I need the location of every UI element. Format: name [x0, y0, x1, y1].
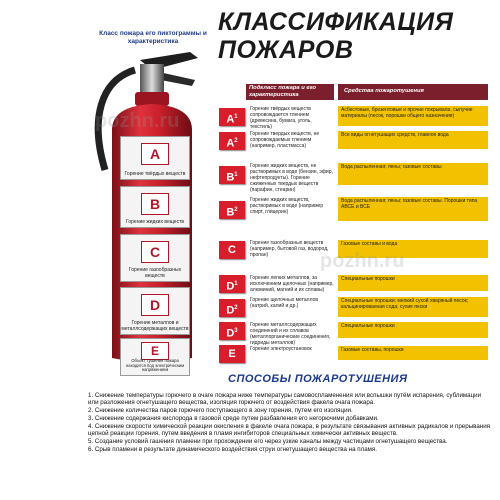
extinguishing-means: Специальные порошки; мелкий сухой хваряный песок; кальцинированная сода; сухие пески [338, 297, 488, 317]
subclass-description: Горение твердых веществ, не сопровождаемых тлением (например, пластмасса) [250, 131, 320, 149]
method-item: 1. Снижение температуры горючего в очаге пожара ниже температуры самовоспламенения или вспышки путём испарения, сублимации или разложения огнетушащего вещества, изоляция горючего от воздействия факела очага пожара. [88, 392, 482, 406]
subclass-description: Горение электроустановок [250, 346, 312, 352]
extinguishing-means: Вода распыленная; пены; газовые составы [338, 163, 488, 185]
class-badge: $D^3$ [219, 322, 245, 340]
extinguishing-means: Все виды огнетушащих средств, главное вода [338, 131, 488, 149]
extinguishing-means: Вода распыленная; пены; газовые составы. Порошки типа АВСЕ и ВСЕ [338, 197, 488, 221]
methods-title: СПОСОБЫ ПОЖАРОТУШЕНИЯ [228, 373, 408, 385]
class-letter: A [141, 143, 169, 165]
subclass-description: Горение жидких веществ, растворимых в воде (например спирт, глицерин) [250, 197, 324, 215]
subclass-description: Горение твёрдых веществ сопровождается тлением (древесина, бумага, уголь, текстиль) [250, 106, 312, 130]
panel-caption: Объект тушения пожара находится под электрическим напряжением [125, 358, 185, 373]
panel-caption: Горение твёрдых веществ [124, 170, 186, 177]
class-letter: D [141, 294, 169, 316]
class-badge: $A^2$ [219, 132, 245, 150]
method-item: 2. Снижение количества паров горючего поступающего в зону горения, путем его изоляции. [88, 407, 353, 414]
method-item: 5. Создание условий гашения пламени при прохождении его через узкие каналы между частицами огнетушащего вещества. [88, 438, 448, 445]
watermark: pozhn.ru [320, 250, 405, 272]
extinguishing-means: Газовые составы, порошки [338, 346, 488, 360]
subclass-description: Горение металлсодержащих соединений и их сплавов (металлорганические соединения, гидриды металлов) [250, 322, 331, 346]
panel-class-a [120, 136, 190, 180]
method-item: 4. Снижение скорости химической реакции окисления в факеле очага пожара, в результате связывания активных радикалов и прерывания цепной реакции горения, путем введения в пламя ингибиторов специальных химически активных веществ. [88, 423, 491, 437]
page-title: КЛАССИФИКАЦИЯ ПОЖАРОВ [218, 8, 454, 64]
watermark: pozhn.ru [95, 110, 180, 132]
methods-list [88, 392, 493, 454]
panel-class-b [120, 186, 190, 228]
class-badge: E [219, 345, 245, 363]
panel-caption: Горение жидких веществ [125, 218, 185, 225]
extinguishing-means: Газовые составы и вода [338, 240, 488, 258]
class-letter: B [141, 193, 169, 215]
header-subclass: Подкласс пожара и его характеристика [246, 84, 334, 100]
class-badge: $A^1$ [219, 108, 245, 126]
subclass-description: Горение жидких веществ, не растворимых в воде (бензин, эфир, нефтепродукты). Горение сжиженных твердых веществ (парафин, стеарин) [250, 163, 333, 193]
panel-class-d [120, 287, 190, 335]
panel-class-e [120, 338, 190, 376]
method-item: 3. Снижение содержания кислорода в газовой среде путем разбавления его негорючими добавками. [88, 415, 379, 422]
class-badge: C [219, 241, 245, 259]
extinguishing-means: Асбестовые, брезентовые и прочие покрывала, сыпучие материалы (песок, порошки общего назначения) [338, 106, 488, 126]
extinguishing-means: Специальные порошки [338, 275, 488, 291]
header-means: Средства пожаротушения [338, 84, 488, 100]
panel-caption: Горение газообразных веществ [128, 267, 182, 279]
class-badge: $D^1$ [219, 275, 245, 293]
extinguisher-caption: Класс пожара его пиктограммы и характеристика [99, 30, 207, 45]
class-badge: $B^2$ [219, 201, 245, 219]
class-letter: C [141, 241, 169, 263]
panel-caption: Горение металлов и металлсодержащих веществ [121, 320, 189, 332]
panel-class-c [120, 234, 190, 282]
subclass-description: Горение газообразных веществ (например, бытовой газ, водород, пропан) [250, 240, 329, 258]
subclass-description: Горение легких металлов, за исключением щелочных (например, алюминий, магний и их сплавы) [250, 275, 334, 293]
extinguishing-means: Специальные порошки [338, 322, 488, 338]
subclass-description: Горение щелочных металлов (натрий, калий и др.) [250, 297, 319, 309]
class-badge: $B^1$ [219, 166, 245, 184]
method-item: 6. Срыв пламени в результате динамического воздействия струи огнетушащего вещества на пламя. [88, 446, 377, 453]
class-letter: E [141, 342, 169, 360]
class-badge: $D^2$ [219, 299, 245, 317]
